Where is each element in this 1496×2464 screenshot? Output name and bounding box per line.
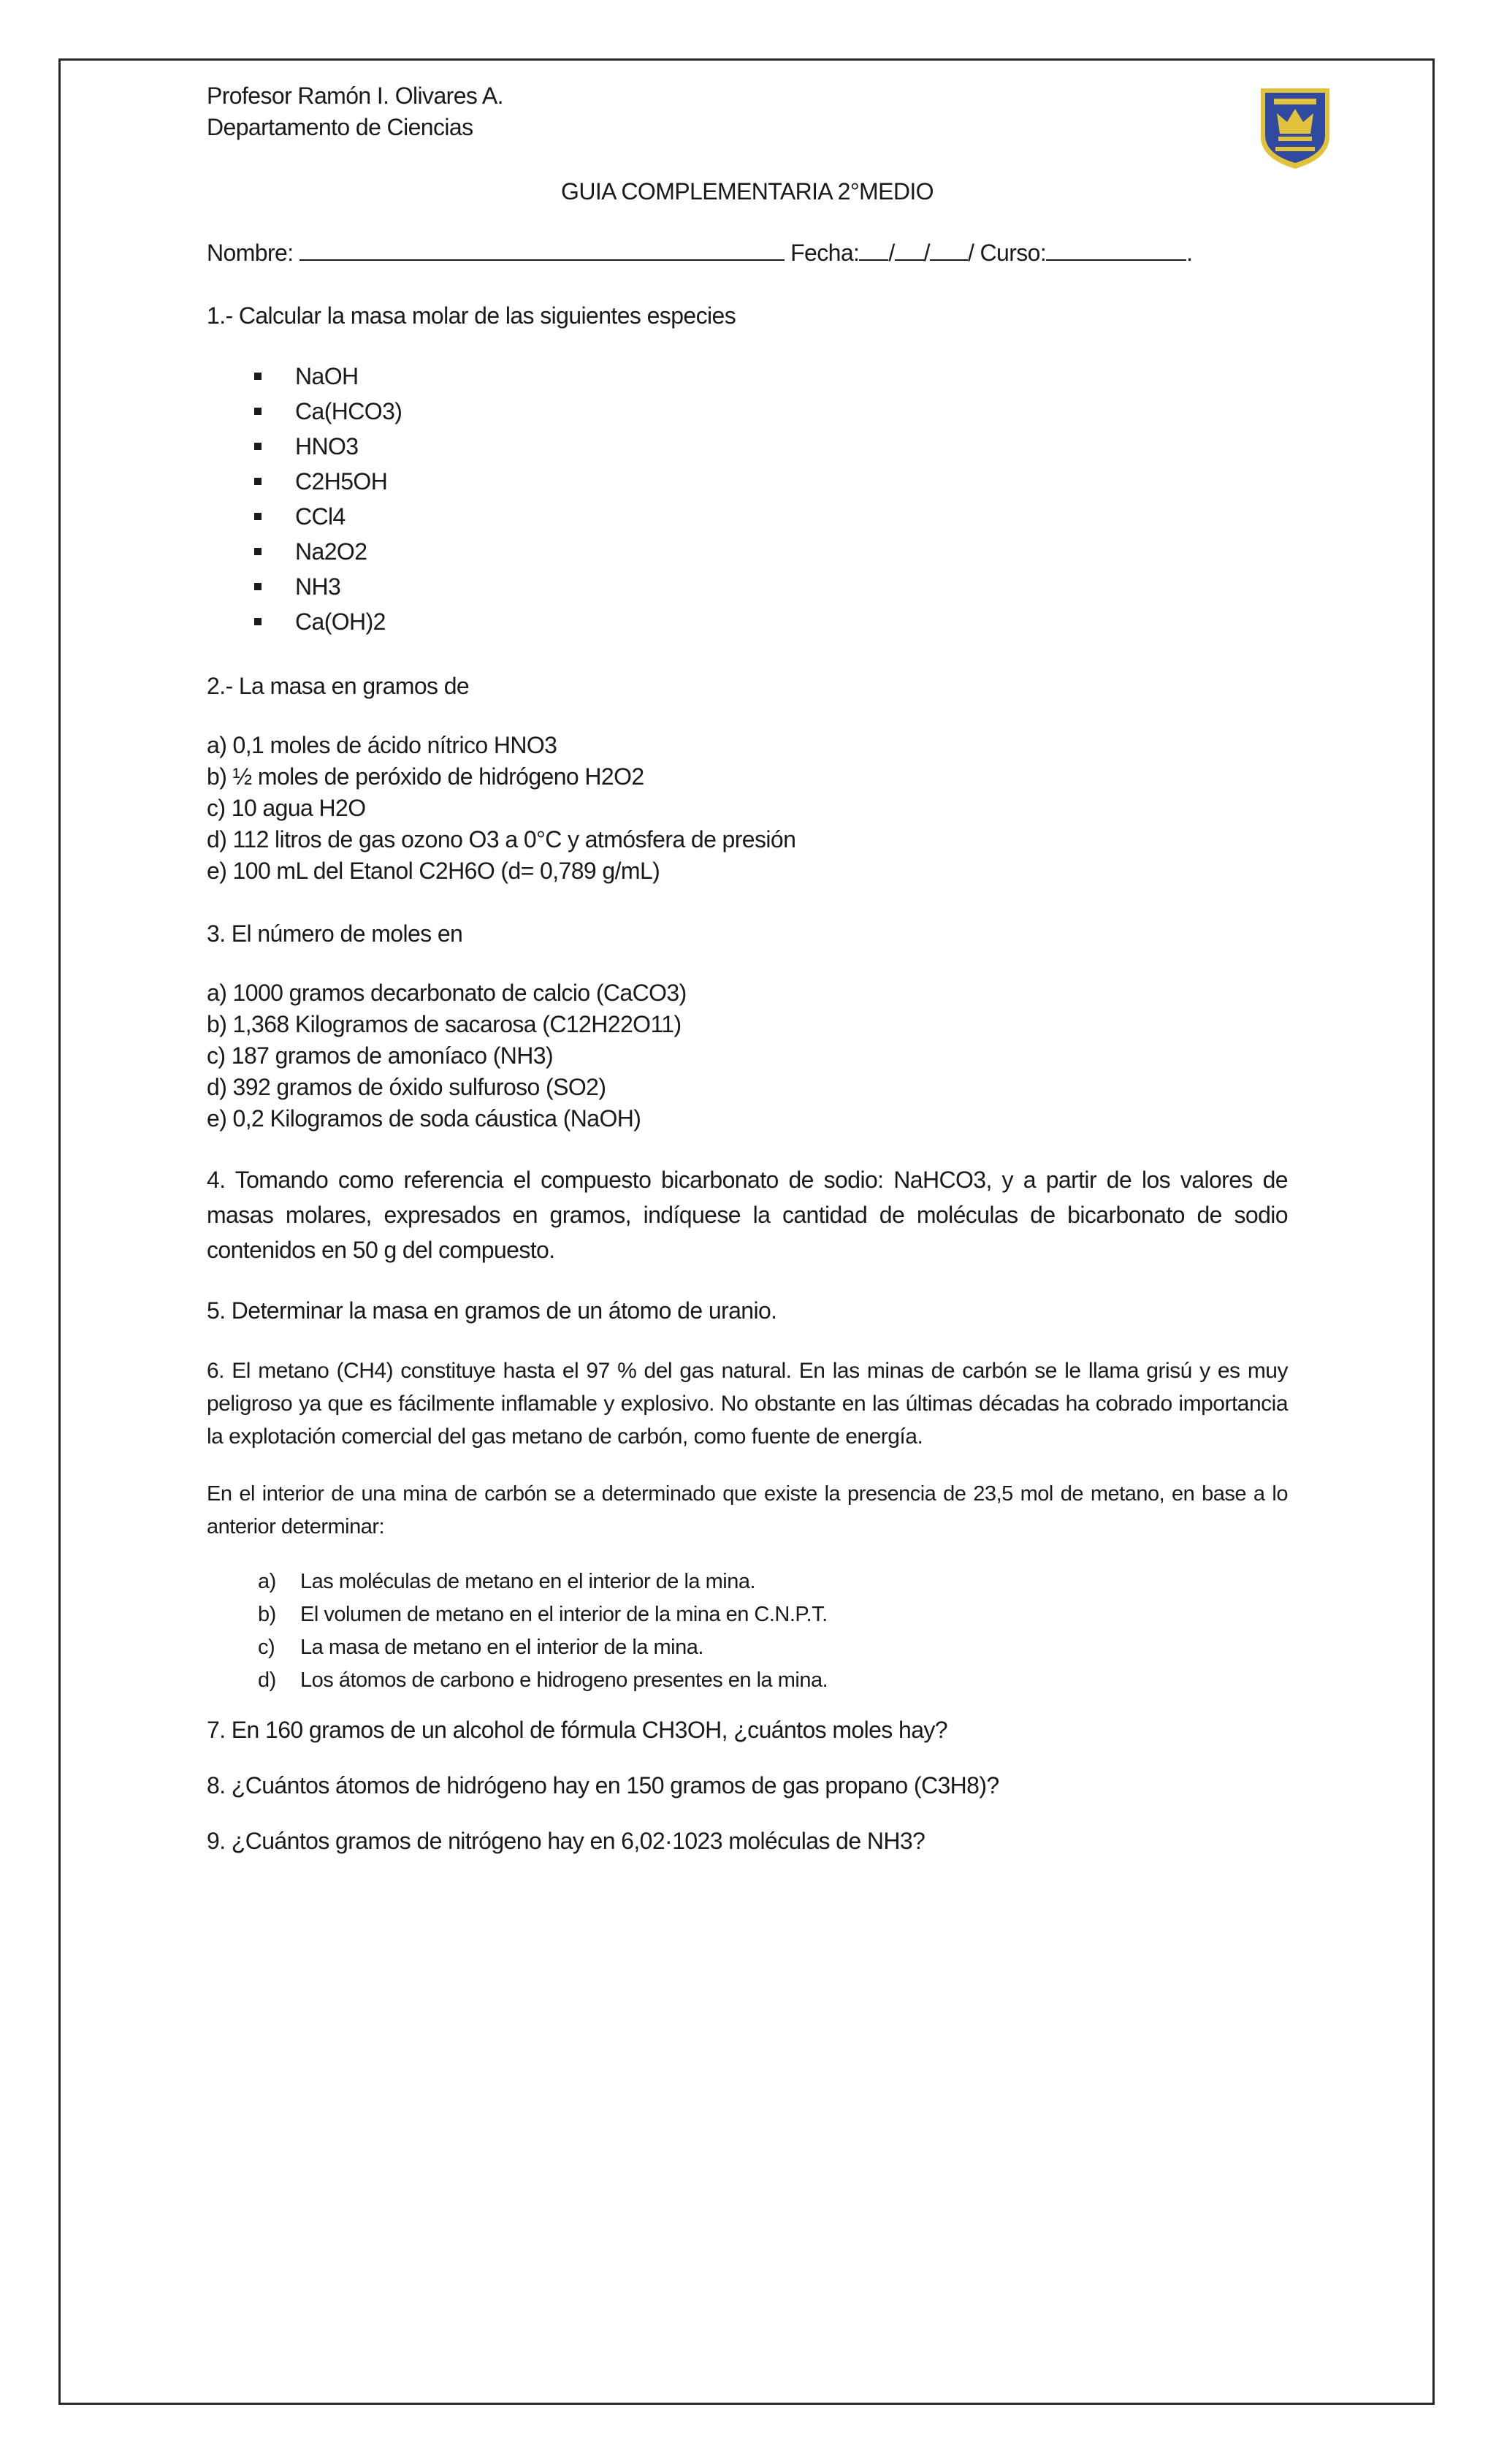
list-item: e) 0,2 Kilogramos de soda cáustica (NaOH) — [207, 1105, 641, 1132]
bullet-square-icon — [254, 443, 262, 450]
date-day-field[interactable] — [859, 237, 888, 261]
list-item: C2H5OH — [207, 464, 1288, 499]
teacher-name: Profesor Ramón I. Olivares A. — [207, 83, 503, 109]
date-separator: / — [888, 240, 895, 266]
list-item: a) 1000 gramos decarbonato de calcio (CaCO3) — [207, 980, 687, 1006]
question-1: 1.- Calcular la masa molar de las siguientes especies — [207, 302, 736, 329]
name-label: Nombre: — [207, 240, 294, 266]
date-separator: / — [923, 240, 930, 266]
list-item: a) 0,1 moles de ácido nítrico HNO3 — [207, 732, 557, 758]
question-4: 4. Tomando como referencia el compuesto bicarbonato de sodio: NaHCO3, y a partir de los valores de masas molares, expresados en gramos, indíquese la cantidad de moléculas de bicarbonato de sodio contenidos en 50 g del compuesto. — [207, 1167, 1288, 1263]
question-2-items — [207, 730, 1288, 887]
worksheet — [207, 80, 1288, 1857]
question-5: 5. Determinar la masa en gramos de un átomo de uranio. — [207, 1297, 777, 1324]
question-3-items — [207, 977, 1288, 1134]
list-item: Ca(HCO3) — [207, 394, 1288, 429]
page-title: GUIA COMPLEMENTARIA 2°MEDIO — [561, 178, 934, 205]
course-label: / Curso: — [967, 240, 1047, 266]
list-item: HNO3 — [207, 429, 1288, 464]
question-2: 2.- La masa en gramos de — [207, 673, 470, 699]
list-item: CCl4 — [207, 499, 1288, 534]
name-field[interactable] — [299, 237, 785, 261]
list-item: b) 1,368 Kilogramos de sacarosa (C12H22O11) — [207, 1011, 682, 1037]
question-9: 9. ¿Cuántos gramos de nitrógeno hay en 6,02·1023 moléculas de NH3? — [207, 1828, 926, 1854]
bullet-square-icon — [254, 618, 262, 625]
course-field[interactable] — [1046, 237, 1186, 261]
date-year-field[interactable] — [930, 237, 968, 261]
list-item: c) 10 agua H2O — [207, 795, 366, 821]
list-item: Na2O2 — [207, 534, 1288, 569]
line-end: . — [1186, 240, 1193, 266]
list-item: NaOH — [207, 359, 1288, 394]
list-item: d) Los átomos de carbono e hidrogeno presentes en la mina. — [258, 1668, 828, 1692]
list-item: d) 392 gramos de óxido sulfuroso (SO2) — [207, 1074, 606, 1100]
list-item: NH3 — [207, 569, 1288, 604]
bullet-square-icon — [254, 583, 262, 590]
question-7: 7. En 160 gramos de un alcohol de fórmula CH3OH, ¿cuántos moles hay? — [207, 1717, 947, 1743]
list-item: e) 100 mL del Etanol C2H6O (d= 0,789 g/mL) — [207, 858, 660, 884]
species-list — [207, 359, 1288, 639]
bullet-square-icon — [254, 548, 262, 555]
bullet-square-icon — [254, 478, 262, 485]
question-8: 8. ¿Cuántos átomos de hidrógeno hay en 150 gramos de gas propano (C3H8)? — [207, 1772, 999, 1799]
bullet-square-icon — [254, 373, 262, 380]
bullet-square-icon — [254, 408, 262, 415]
bullet-square-icon — [254, 513, 262, 520]
list-item: Ca(OH)2 — [207, 604, 1288, 639]
question-3: 3. El número de moles en — [207, 920, 463, 947]
department-name: Departamento de Ciencias — [207, 114, 473, 140]
question-6-intro: 6. El metano (CH4) constituye hasta el 97 % del gas natural. En las minas de carbón se le llama grisú y es muy peligroso ya que es fácilmente inflamable y explosivo. No obstante en las últimas décadas ha cobrado importancia la explotación comercial del gas metano de carbón, como fuente de energía. — [207, 1359, 1288, 1449]
question-6-context: En el interior de una mina de carbón se a determinado que existe la presencia de 23,5 mol de metano, en base a lo anterior determinar: — [207, 1482, 1288, 1538]
list-item: c) La masa de metano en el interior de la mina. — [258, 1636, 703, 1659]
list-item: b) El volumen de metano en el interior de la mina en C.N.P.T. — [258, 1603, 828, 1626]
student-info-line — [207, 237, 1288, 269]
date-label: Fecha: — [790, 240, 860, 266]
list-item: b) ½ moles de peróxido de hidrógeno H2O2 — [207, 763, 644, 790]
list-item: a) Las moléculas de metano en el interior de la mina. — [258, 1570, 756, 1593]
list-item: d) 112 litros de gas ozono O3 a 0°C y atmósfera de presión — [207, 826, 796, 853]
date-month-field[interactable] — [895, 237, 924, 261]
question-6-items — [207, 1565, 1288, 1697]
list-item: c) 187 gramos de amoníaco (NH3) — [207, 1042, 554, 1069]
